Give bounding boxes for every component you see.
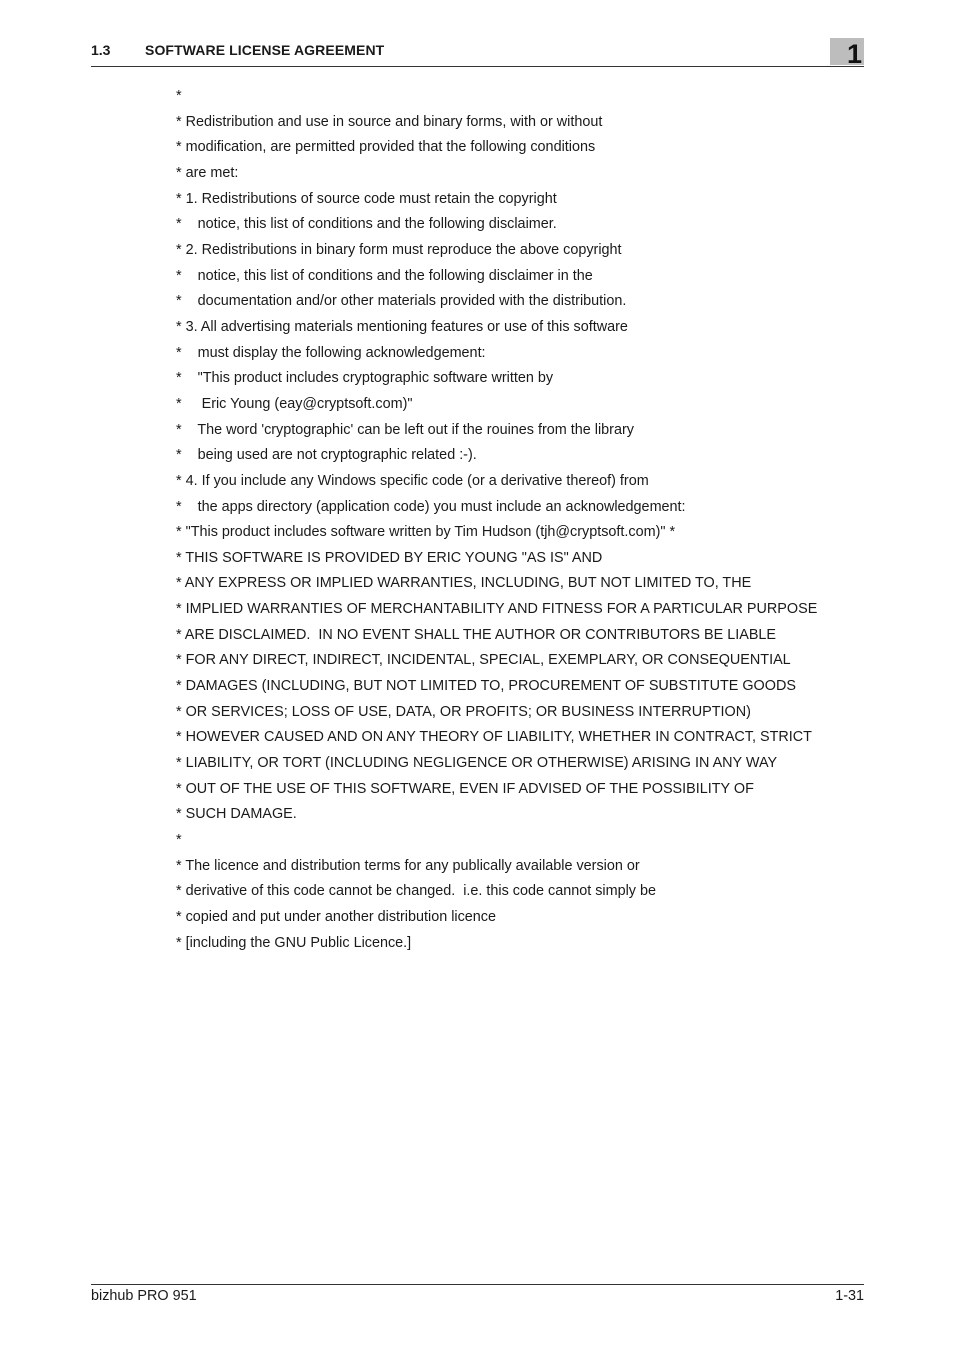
license-line: * IMPLIED WARRANTIES OF MERCHANTABILITY AND FITNESS FOR A PARTICULAR PURPOSE bbox=[176, 601, 818, 618]
license-line: * must display the following acknowledgement: bbox=[176, 344, 486, 361]
page-number: 1-31 bbox=[835, 1288, 864, 1304]
license-line: * 1. Redistributions of source code must retain the copyright bbox=[176, 190, 557, 207]
chapter-number: 1 bbox=[846, 39, 862, 69]
license-line: * Redistribution and use in source and binary forms, with or without bbox=[176, 113, 603, 130]
license-line: * [including the GNU Public Licence.] bbox=[176, 934, 412, 951]
license-line: * bbox=[176, 88, 182, 104]
license-line: * SUCH DAMAGE. bbox=[176, 806, 297, 823]
license-text-block bbox=[176, 84, 836, 956]
license-line: * "This product includes software written by Tim Hudson (tjh@cryptsoft.com)" * bbox=[176, 524, 676, 541]
section-number: 1.3 bbox=[91, 42, 111, 58]
license-line: * ANY EXPRESS OR IMPLIED WARRANTIES, INCLUDING, BUT NOT LIMITED TO, THE bbox=[176, 575, 752, 592]
license-line: * documentation and/or other materials provided with the distribution. bbox=[176, 293, 627, 310]
license-line: * bbox=[176, 832, 182, 849]
license-line: * 3. All advertising materials mentioning features or use of this software bbox=[176, 318, 628, 335]
license-line: * The licence and distribution terms for any publically available version or bbox=[176, 857, 640, 874]
page-header bbox=[91, 40, 864, 67]
license-line: * FOR ANY DIRECT, INDIRECT, INCIDENTAL, SPECIAL, EXEMPLARY, OR CONSEQUENTIAL bbox=[176, 652, 791, 669]
license-line: * "This product includes cryptographic software written by bbox=[176, 370, 554, 387]
license-line: * derivative of this code cannot be changed. i.e. this code cannot simply be bbox=[176, 883, 656, 900]
license-line: * the apps directory (application code) you must include an acknowledgement: bbox=[176, 498, 686, 515]
license-line: * DAMAGES (INCLUDING, BUT NOT LIMITED TO, PROCUREMENT OF SUBSTITUTE GOODS bbox=[176, 678, 796, 695]
license-line: * ARE DISCLAIMED. IN NO EVENT SHALL THE AUTHOR OR CONTRIBUTORS BE LIABLE bbox=[176, 626, 777, 643]
license-line: * The word 'cryptographic' can be left out if the rouines from the library bbox=[176, 421, 634, 438]
license-line: * copied and put under another distribution licence bbox=[176, 909, 497, 925]
page-footer bbox=[91, 1284, 864, 1309]
license-line: * OUT OF THE USE OF THIS SOFTWARE, EVEN IF ADVISED OF THE POSSIBILITY OF bbox=[176, 780, 754, 797]
section-title: SOFTWARE LICENSE AGREEMENT bbox=[145, 42, 385, 58]
license-line: * 4. If you include any Windows specific code (or a derivative thereof) from bbox=[176, 472, 649, 489]
license-line: * are met: bbox=[176, 164, 239, 181]
license-line: * Eric Young (eay@cryptsoft.com)" bbox=[176, 395, 413, 412]
license-line: * notice, this list of conditions and the following disclaimer. bbox=[176, 216, 557, 233]
license-line: * modification, are permitted provided that the following conditions bbox=[176, 139, 596, 156]
license-line: * HOWEVER CAUSED AND ON ANY THEORY OF LIABILITY, WHETHER IN CONTRACT, STRICT bbox=[176, 729, 812, 746]
license-line: * 2. Redistributions in binary form must reproduce the above copyright bbox=[176, 241, 622, 258]
product-name: bizhub PRO 951 bbox=[91, 1288, 197, 1304]
license-line: * OR SERVICES; LOSS OF USE, DATA, OR PROFITS; OR BUSINESS INTERRUPTION) bbox=[176, 703, 751, 720]
license-line: * THIS SOFTWARE IS PROVIDED BY ERIC YOUNG "AS IS" AND bbox=[176, 549, 603, 566]
license-line: * LIABILITY, OR TORT (INCLUDING NEGLIGENCE OR OTHERWISE) ARISING IN ANY WAY bbox=[176, 755, 778, 772]
license-line: * being used are not cryptographic related :-). bbox=[176, 447, 477, 464]
license-line: * notice, this list of conditions and the following disclaimer in the bbox=[176, 267, 593, 284]
